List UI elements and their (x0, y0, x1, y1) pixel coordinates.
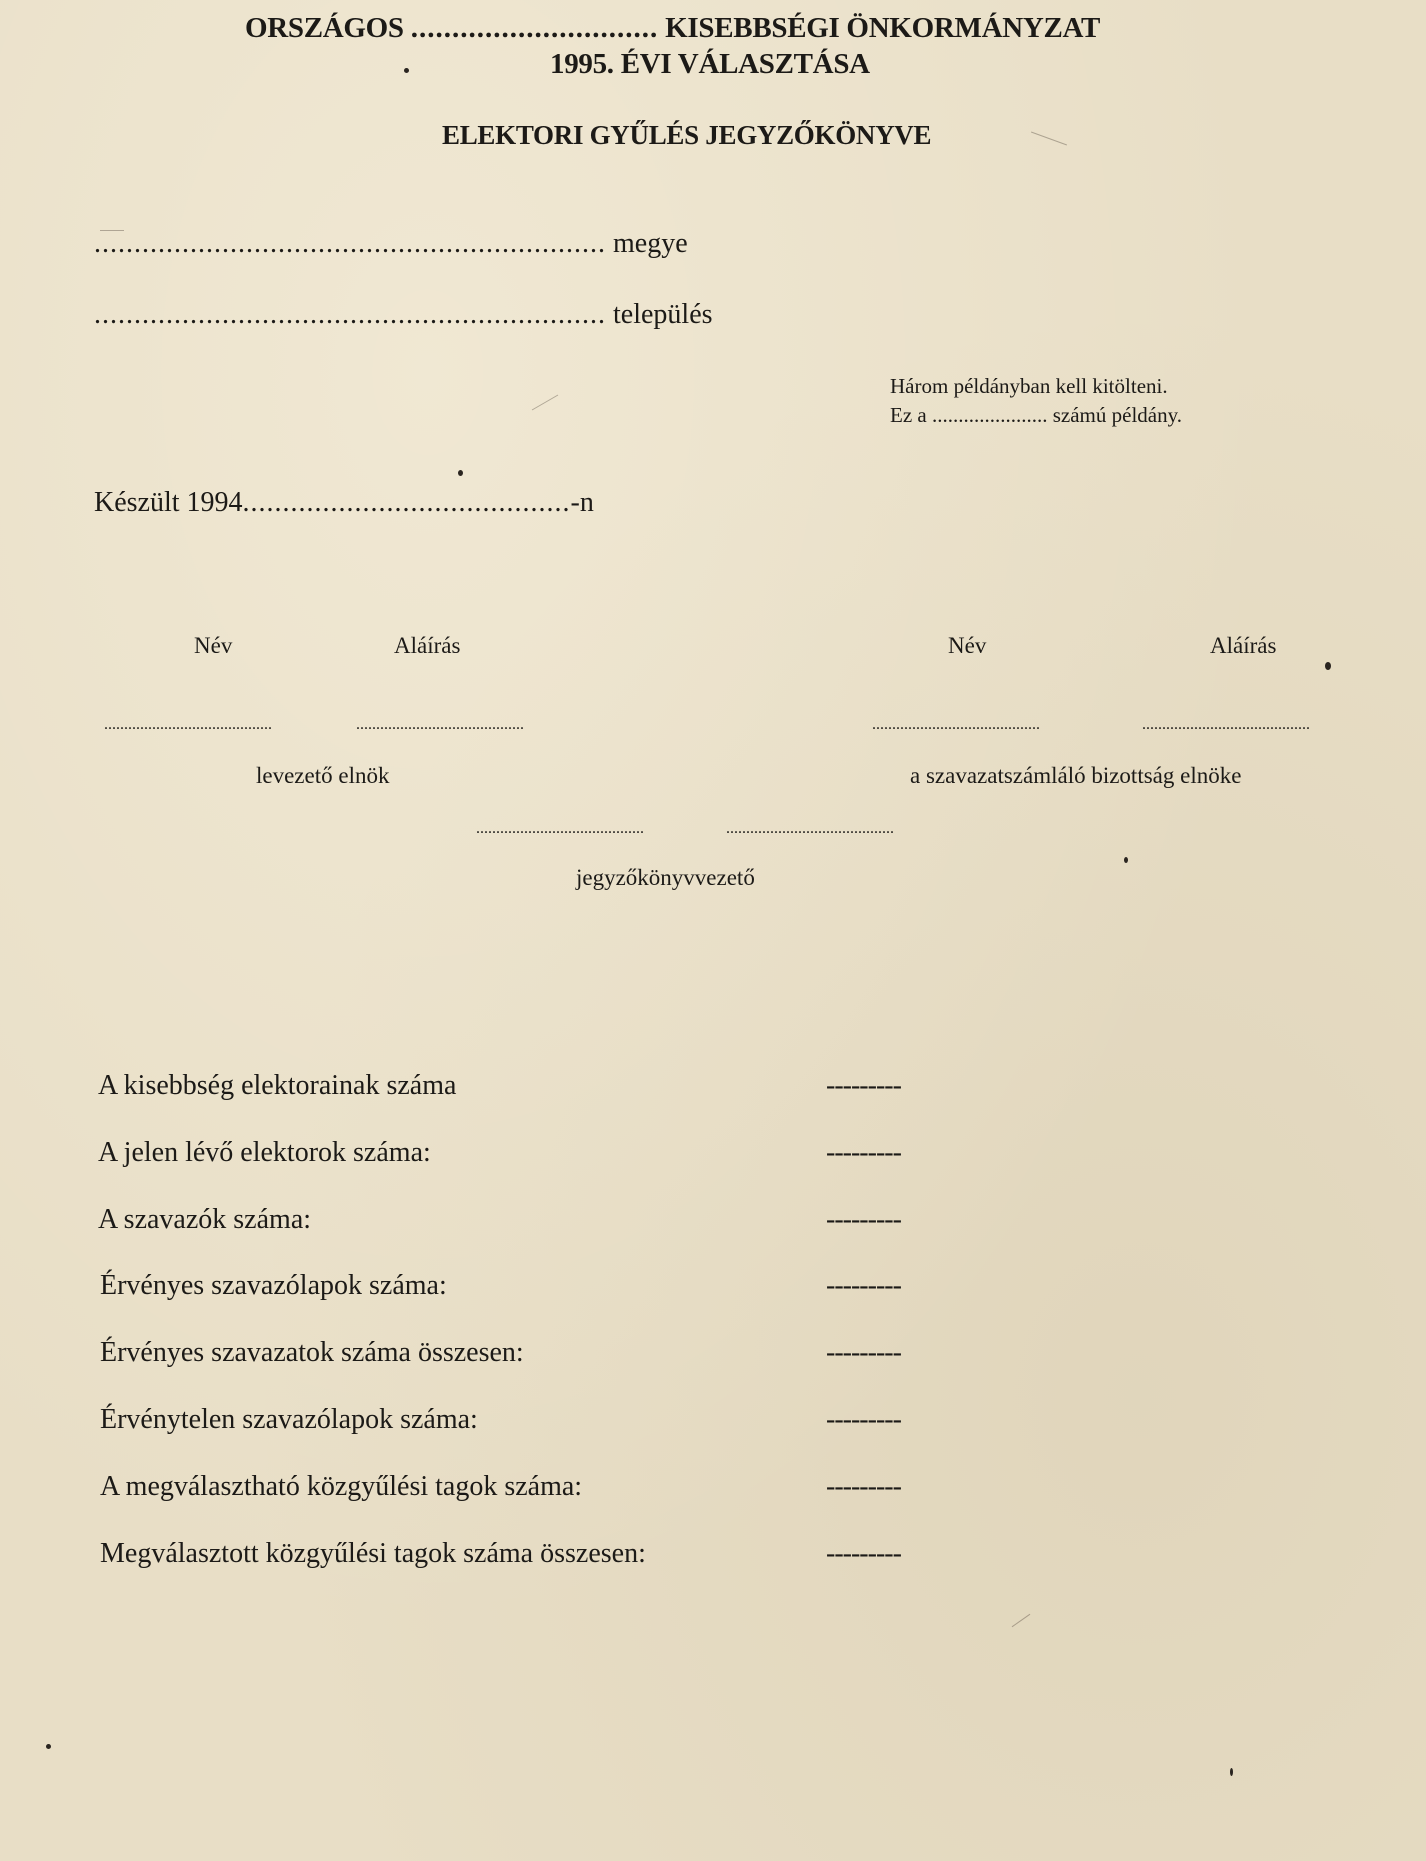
scan-speck (404, 68, 409, 73)
copy-number-prefix: Ez a (890, 403, 927, 427)
date-suffix: -n (570, 487, 594, 518)
tally-label: Érvényes szavazólapok száma: (100, 1270, 447, 1301)
scan-streak (1012, 1614, 1031, 1627)
recorder-label: jegyzőkönyvvezető (576, 865, 755, 890)
chair-name-field[interactable]: .......................................... (104, 716, 272, 733)
header-line-2: 1995. ÉVI VÁLASZTÁSA (550, 48, 870, 80)
scan-speck (1230, 1768, 1233, 1776)
settlement-label: település (613, 299, 713, 330)
county-label: megye (613, 228, 688, 259)
tally-label: A szavazók száma: (98, 1204, 312, 1235)
date-field[interactable]: ......................................... (242, 487, 571, 518)
tally-label: A megválasztható közgyűlési tagok száma: (100, 1471, 583, 1502)
scan-streak (1031, 132, 1067, 146)
tally-value-field[interactable]: --------- (826, 1471, 901, 1502)
settlement-row (94, 299, 713, 331)
scan-speck (1124, 857, 1128, 863)
committee-chair-label: a szavazatszámláló bizottság elnöke (910, 763, 1242, 788)
tally-label: Érvénytelen szavazólapok száma: (100, 1404, 478, 1435)
tally-label: A kisebbség elektorainak száma (98, 1070, 457, 1101)
chair-label: levezető elnök (256, 763, 390, 788)
scan-speck (458, 470, 463, 476)
committee-chair-signature-field[interactable]: .......................................... (1142, 716, 1310, 733)
tally-value-field[interactable]: --------- (826, 1137, 901, 1168)
recorder-signature-field[interactable]: .......................................... (726, 820, 894, 837)
tally-value-field[interactable]: --------- (826, 1337, 901, 1368)
signature-header-left: Aláírás (394, 633, 461, 658)
tally-label: A jelen lévő elektorok száma: (98, 1137, 431, 1168)
signature-header-right: Aláírás (1210, 633, 1277, 658)
tally-label: Érvényes szavazatok száma összesen: (100, 1337, 524, 1368)
tally-value-field[interactable]: --------- (826, 1270, 901, 1301)
tally-value-field[interactable]: --------- (826, 1204, 901, 1235)
county-field[interactable]: ................................................................ (94, 228, 606, 259)
tally-value-field[interactable]: --------- (826, 1070, 901, 1101)
committee-chair-name-field[interactable]: .......................................... (872, 716, 1040, 733)
copy-number-row (890, 403, 1182, 428)
header-line-1 (245, 12, 1100, 45)
chair-signature-field[interactable]: .......................................... (356, 716, 524, 733)
settlement-field[interactable]: ................................................................ (94, 299, 606, 330)
tally-value-field[interactable]: --------- (826, 1404, 901, 1435)
form-subtitle: ELEKTORI GYŰLÉS JEGYZŐKÖNYVE (442, 120, 932, 150)
name-header-left: Név (194, 633, 233, 658)
tally-value-field[interactable]: --------- (826, 1538, 901, 1569)
header-prefix: ORSZÁGOS (245, 12, 404, 44)
scan-speck (1325, 662, 1331, 670)
header-fill-dots[interactable]: .............................. (410, 12, 659, 44)
scan-streak (532, 395, 558, 411)
recorder-name-field[interactable]: .......................................... (476, 820, 644, 837)
county-row (94, 228, 688, 260)
header-suffix: KISEBBSÉGI ÖNKORMÁNYZAT (665, 12, 1101, 44)
copies-note: Három példányban kell kitölteni. (890, 374, 1168, 398)
name-header-right: Név (948, 633, 987, 658)
date-prefix: Készült 1994 (94, 487, 243, 518)
copy-number-field[interactable]: ...................... (931, 403, 1048, 427)
date-row (94, 487, 594, 519)
copy-number-suffix: számú példány. (1052, 403, 1182, 427)
scan-speck (46, 1744, 51, 1749)
tally-label: Megválasztott közgyűlési tagok száma összesen: (100, 1538, 646, 1569)
